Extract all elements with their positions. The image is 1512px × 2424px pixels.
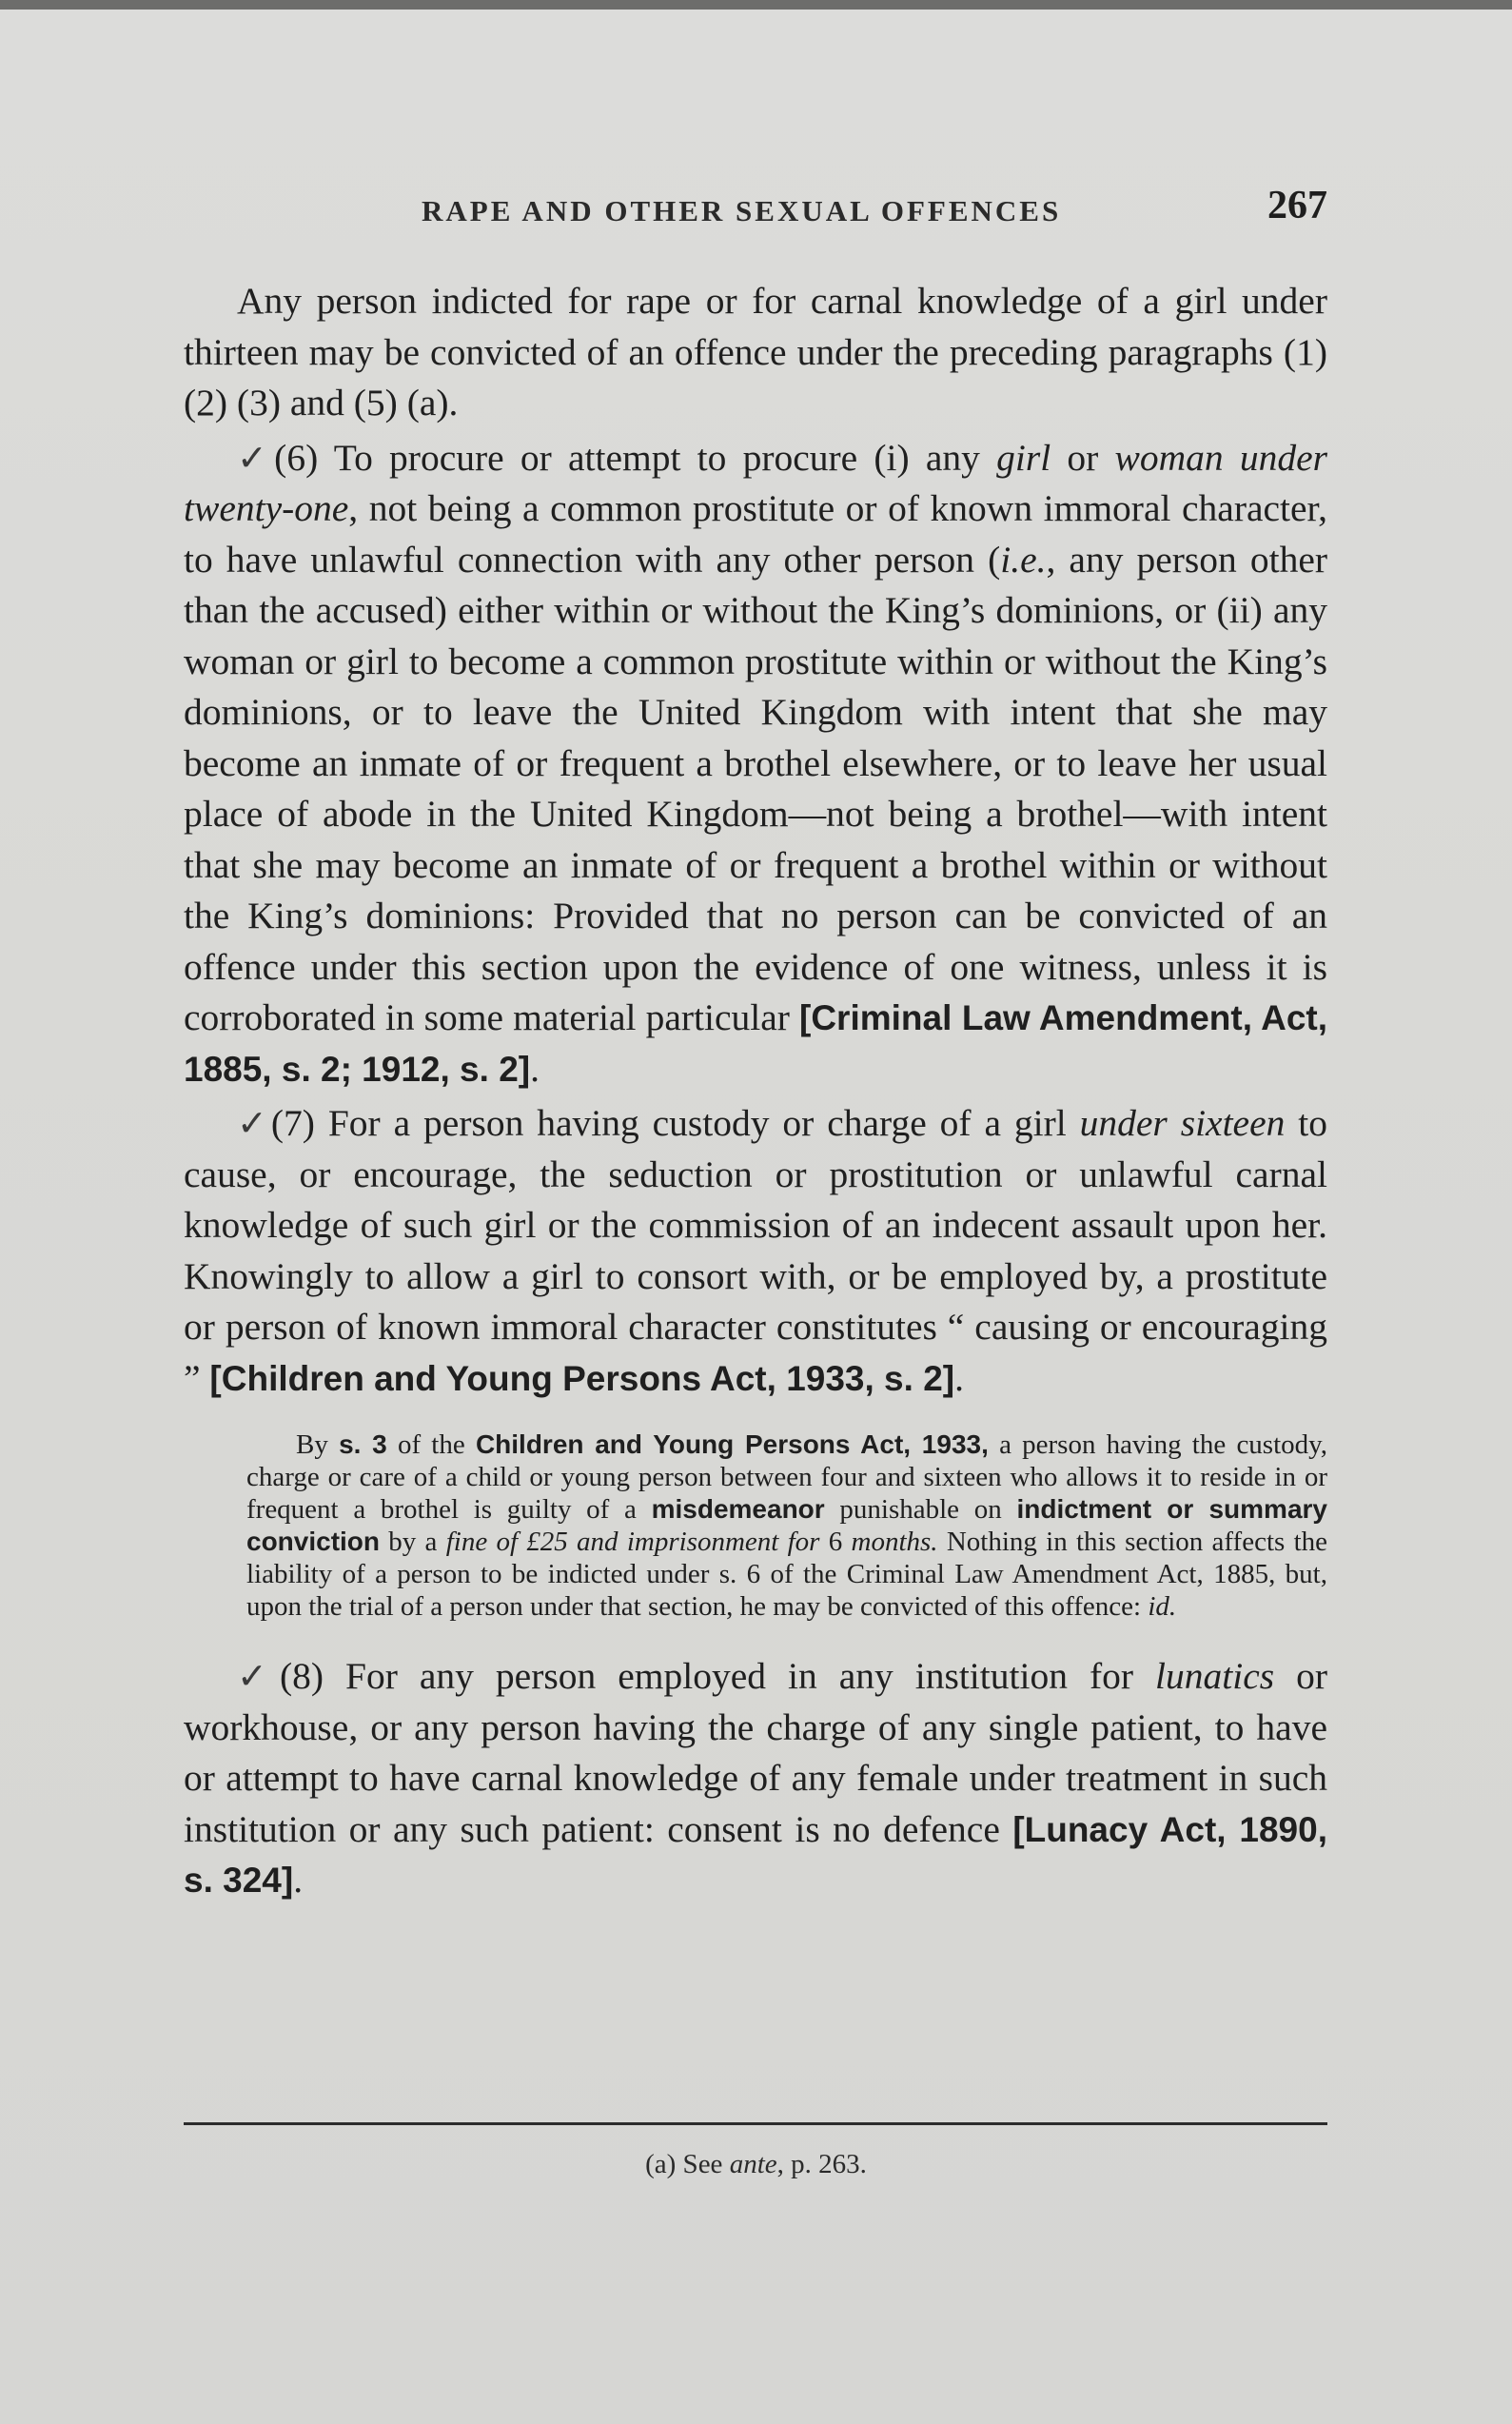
note-b: of the xyxy=(386,1429,476,1460)
p6-text-b: , not being a common prostitute or of known immoral character, to have unlawful connection with any other person ( xyxy=(184,487,1327,581)
p8-text-b: or workhouse, or any person having the charge of any single patient, to have or attempt to have carnal knowledge of any female under treatment in such institution or any such patient: consent is no defence xyxy=(184,1655,1327,1850)
p8-citation: [Lunacy Act, 1890, s. 324] xyxy=(184,1809,1327,1900)
note-months: months. xyxy=(851,1527,938,1557)
paragraph-6 xyxy=(184,433,1327,1095)
p6-citation: [Criminal Law Amendment, Act, 1885, s. 2; 1912, s. 2] xyxy=(184,998,1327,1089)
checkmark-icon: ✓ xyxy=(237,1655,280,1697)
note-d: punishable on xyxy=(824,1494,1017,1525)
note-fine: fine of £25 and imprisonment for xyxy=(445,1527,820,1557)
note-id: id. xyxy=(1148,1591,1177,1622)
note-s3: s. 3 xyxy=(339,1429,387,1459)
page-number: 267 xyxy=(1267,184,1327,227)
page-top-edge xyxy=(0,0,1512,10)
footnote-ante: ante xyxy=(729,2149,777,2179)
paragraph-1: Any person indicted for rape or for carnal knowledge of a girl under thirteen may be convicted of an offence under the preceding paragraphs (1) (2) (3) and (5) (a). xyxy=(184,280,1327,424)
running-head: RAPE AND OTHER SEXUAL OFFENCES xyxy=(422,194,1062,227)
footnote-a: (a) See xyxy=(645,2149,730,2179)
p7-text-a: (7) For a person having custody or charge of a girl xyxy=(270,1102,1080,1144)
footnote-b: , p. 263. xyxy=(776,2149,867,2179)
note-g: Nothing in this section affects the liability of a person to be indicted under s. 6 of the Criminal Law Amendment Act, 1885, but, upon the trial of a person under that section, he may be convicted of this offence: xyxy=(246,1527,1328,1622)
note-c: a person having the custody, charge or care of a child or young person between four and sixteen who allows it to reside in or frequent a brothel is guilty of a xyxy=(246,1429,1328,1525)
checkmark-icon: ✓ xyxy=(237,436,275,479)
page-header xyxy=(184,183,1325,240)
p6-ie: i.e. xyxy=(1000,538,1047,581)
paragraph-7 xyxy=(184,1098,1327,1404)
p6-girl: girl xyxy=(996,436,1051,479)
note-f: 6 xyxy=(819,1527,852,1557)
p8-text-a: (8) For any person employed in any institution for xyxy=(279,1655,1156,1697)
note-paragraph xyxy=(184,1429,1327,1623)
p6-woman: woman under twenty-one xyxy=(184,436,1327,529)
p6-text-a: (6) To procure or attempt to procure (i) any xyxy=(274,436,997,479)
p6-or: or xyxy=(1051,436,1115,479)
p6-end: . xyxy=(530,1047,540,1090)
footnote xyxy=(0,2149,1512,2180)
checkmark-icon: ✓ xyxy=(237,1102,271,1144)
note-indictment: indictment or summary conviction xyxy=(246,1494,1327,1556)
note-misdemeanor: misdemeanor xyxy=(651,1494,825,1524)
paragraph-8 xyxy=(184,1651,1327,1906)
footnote-rule xyxy=(184,2122,1327,2125)
note-a: By xyxy=(296,1429,340,1460)
body-text xyxy=(184,276,1327,1906)
note-e: by a xyxy=(380,1527,446,1557)
p7-text-b: to cause, or encourage, the seduction or prostitution or unlawful carnal knowledge of such girl or the commission of an indecent assault upon her. Knowingly to allow a girl to consort with, or be employed by, a prostitute or person of known immoral character constitutes “ causing or encouraging ” xyxy=(184,1102,1327,1399)
p8-lunatics: lunatics xyxy=(1155,1655,1275,1697)
p6-text-c: , any person other than the accused) either within or without the King’s dominions, or (ii) any woman or girl to become a common prostitute within or without the King’s dominions, or to leave the United Kingdom with intent that she may become an inmate of or frequent a brothel elsewhere, or to leave her usual place of abode in the United Kingdom—not being a brothel—with intent that she may become an inmate of or frequent a brothel within or without the King’s dominions: Provided that no person can be convicted of an offence under this section upon the evidence of one witness, unless it is corroborated in some material particular xyxy=(184,538,1328,1038)
p7-end: . xyxy=(954,1356,964,1399)
p8-end: . xyxy=(293,1859,304,1901)
p7-citation: [Children and Young Persons Act, 1933, s. 2] xyxy=(209,1358,955,1398)
p7-under: under sixteen xyxy=(1079,1102,1286,1144)
note-act: Children and Young Persons Act, 1933, xyxy=(475,1429,989,1459)
